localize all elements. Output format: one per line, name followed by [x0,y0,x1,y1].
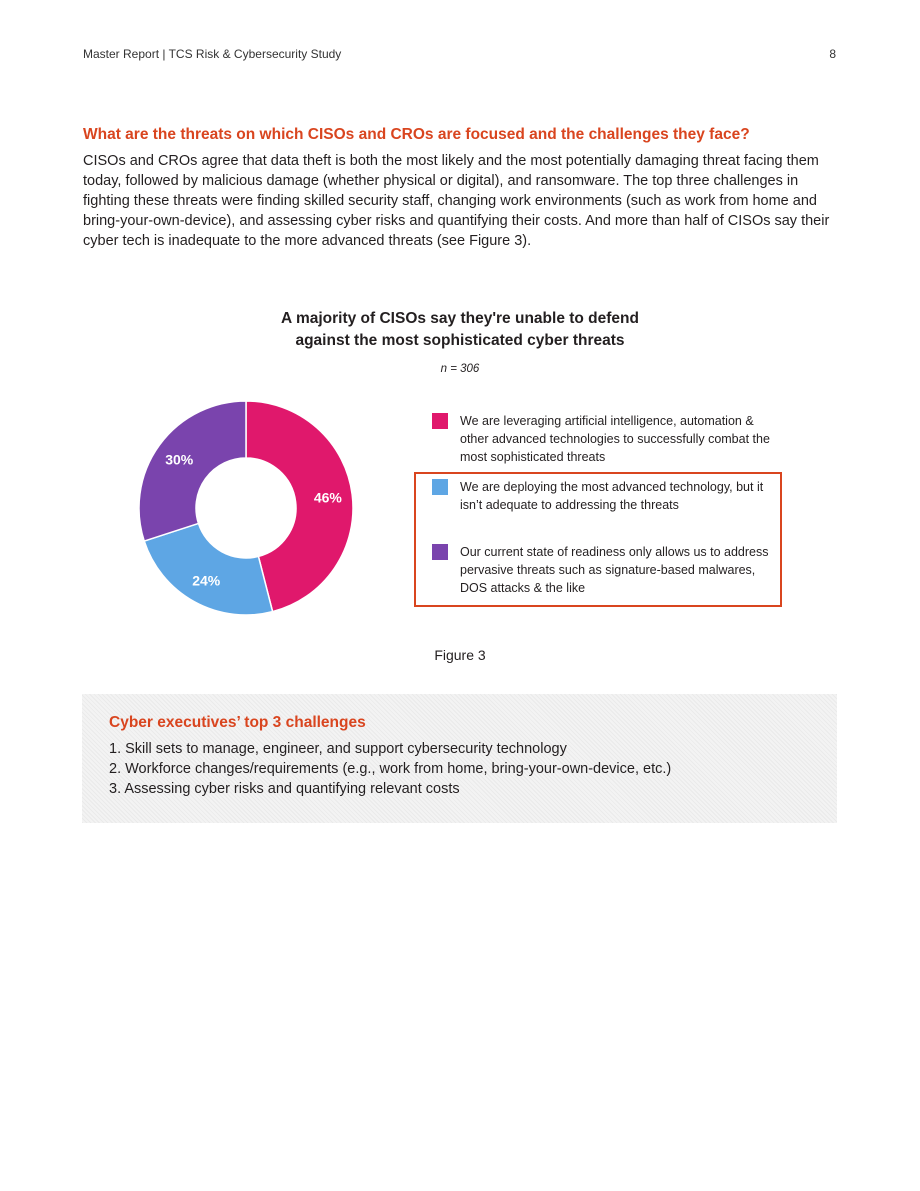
chart-title-line-2: against the most sophisticated cyber threats [295,332,625,349]
legend-label-readiness: Our current state of readiness only allows us to address pervasive threats such as signature-based malwares, DOS attacks & the like [460,545,769,595]
body-paragraph: CISOs and CROs agree that data theft is both the most likely and the most potentially damaging threat facing them today, followed by malicious damage (whether physical or digital), and ransomware. The top three challenges in fighting these threats were finding skilled security staff, changing work environments (such as work from home and bring-your-own-device), and assessing cyber risks and quantifying their costs. And more than half of CISOs say their cyber tech is inadequate to the more advanced threats (see Figure 3). [83,153,830,249]
chart-title-line-1: A majority of CISOs say they're unable to defend [281,310,639,327]
slice-readiness [139,401,246,541]
legend-item-ai [432,412,775,466]
legend-label-advanced-tech: We are deploying the most advanced technology, but it isn’t adequate to addressing the threats [460,480,764,512]
challenges-callout [82,694,837,823]
slice-label-advanced-tech: 24% [192,572,221,589]
legend-swatch-advanced-tech [432,479,448,495]
legend-label-ai: We are leveraging artificial intelligence, automation & other advanced technologies to successfully combat the most sophisticated threats [460,414,770,464]
slice-label-ai: 46% [313,489,342,506]
slice-label-readiness: 30% [165,451,194,468]
legend-swatch-readiness [432,544,448,560]
figure-caption: Figure 3 [434,647,486,663]
report-header-title: Master Report | TCS Risk & Cybersecurity Study [83,47,342,61]
legend-item-readiness [432,543,775,597]
section-heading: What are the threats on which CISOs and CROs are focused and the challenges they face? [83,126,750,143]
callout-list [109,739,671,799]
legend-item-advanced-tech [432,478,775,514]
callout-list-item: 2. Workforce changes/requirements (e.g., work from home, bring-your-own-device, etc.) [109,761,672,777]
chart-sample-size: n = 306 [440,363,480,375]
legend-swatch-ai [432,413,448,429]
callout-heading: Cyber executives’ top 3 challenges [109,714,366,731]
callout-list-item: 1. Skill sets to manage, engineer, and support cybersecurity technology [109,741,567,757]
page-number: 8 [829,47,836,61]
callout-list-item: 3. Assessing cyber risks and quantifying relevant costs [109,781,460,797]
slice-advanced-tech [144,523,272,615]
